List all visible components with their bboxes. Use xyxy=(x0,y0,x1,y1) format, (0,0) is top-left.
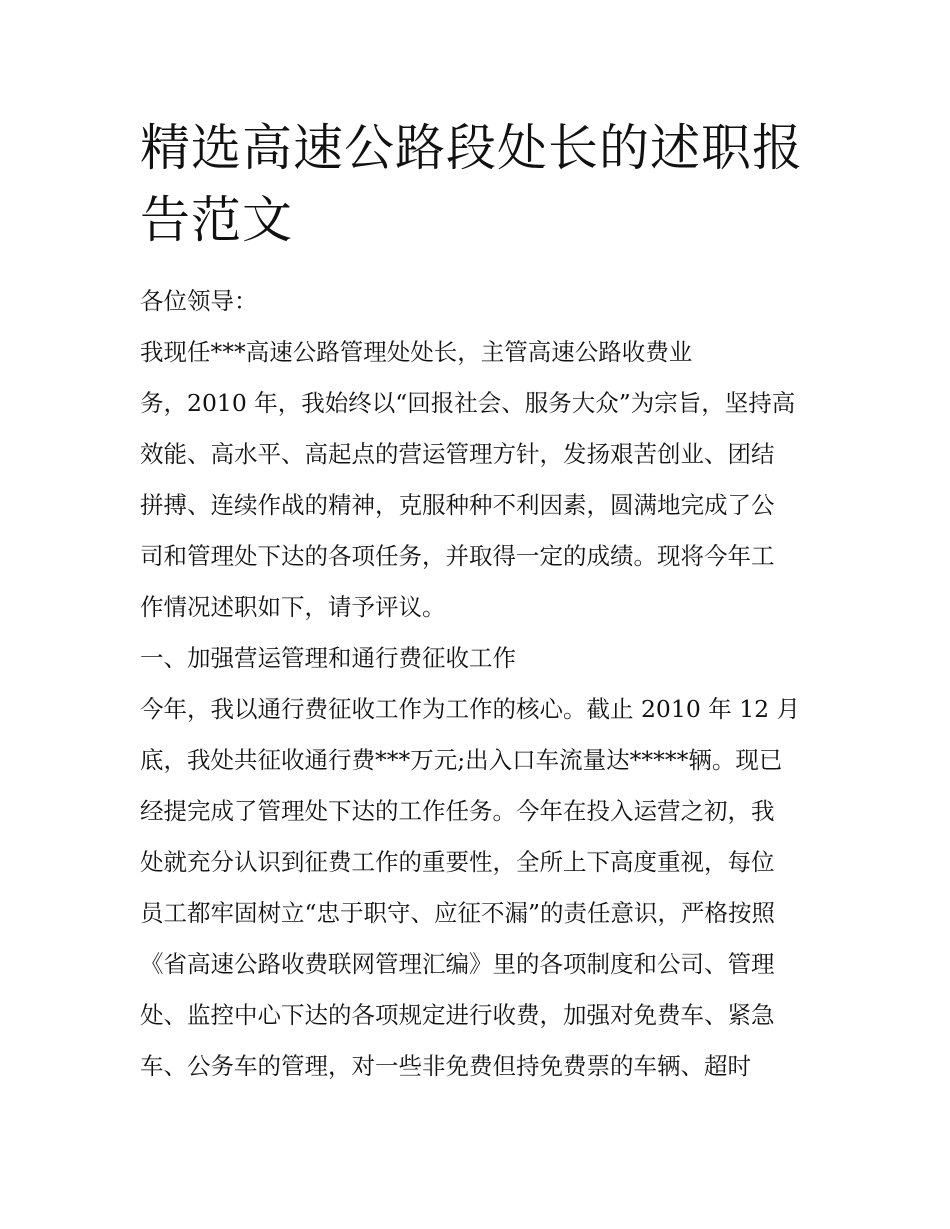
body-line: 务，2010 年，我始终以“回报社会、服务大众”为宗旨，坚持高 xyxy=(140,389,796,417)
body-line: 我现任***高速公路管理处处长，主管高速公路收费业 xyxy=(140,338,693,366)
document-title xyxy=(140,112,820,256)
body-line: 车、公务车的管理，对一些非免费但持免费票的车辆、超时 xyxy=(140,1052,751,1080)
body-line: 处就充分认识到征费工作的重要性，全所上下高度重视，每位 xyxy=(140,848,775,876)
section-heading: 一、加强营运管理和通行费征收工作 xyxy=(140,644,516,672)
body-line: 效能、高水平、高起点的营运管理方针，发扬艰苦创业、团结 xyxy=(140,440,775,468)
body-line: 作情况述职如下，请予评议。 xyxy=(140,593,446,621)
body-line: 《省高速公路收费联网管理汇编》里的各项制度和公司、管理 xyxy=(140,950,775,978)
body-line: 今年，我以通行费征收工作为工作的核心。截止 2010 年 12 月 xyxy=(140,695,801,723)
body-line: 底，我处共征收通行费***万元;出入口车流量达*****辆。现已 xyxy=(140,746,783,774)
document-body xyxy=(140,276,820,1092)
salutation: 各位领导： xyxy=(140,287,258,315)
body-line: 拼搏、连续作战的精神，克服种种不利因素，圆满地完成了公 xyxy=(140,491,775,519)
body-line: 处、监控中心下达的各项规定进行收费，加强对免费车、紧急 xyxy=(140,1001,775,1029)
body-line: 员工都牢固树立“忠于职守、应征不漏”的责任意识，严格按照 xyxy=(140,899,776,927)
body-line: 司和管理处下达的各项任务，并取得一定的成绩。现将今年工 xyxy=(140,542,775,570)
title-line-2: 告范文 xyxy=(140,191,293,249)
title-line-1: 精选高速公路段处长的述职报 xyxy=(140,119,803,177)
body-line: 经提完成了管理处下达的工作任务。今年在投入运营之初，我 xyxy=(140,797,775,825)
